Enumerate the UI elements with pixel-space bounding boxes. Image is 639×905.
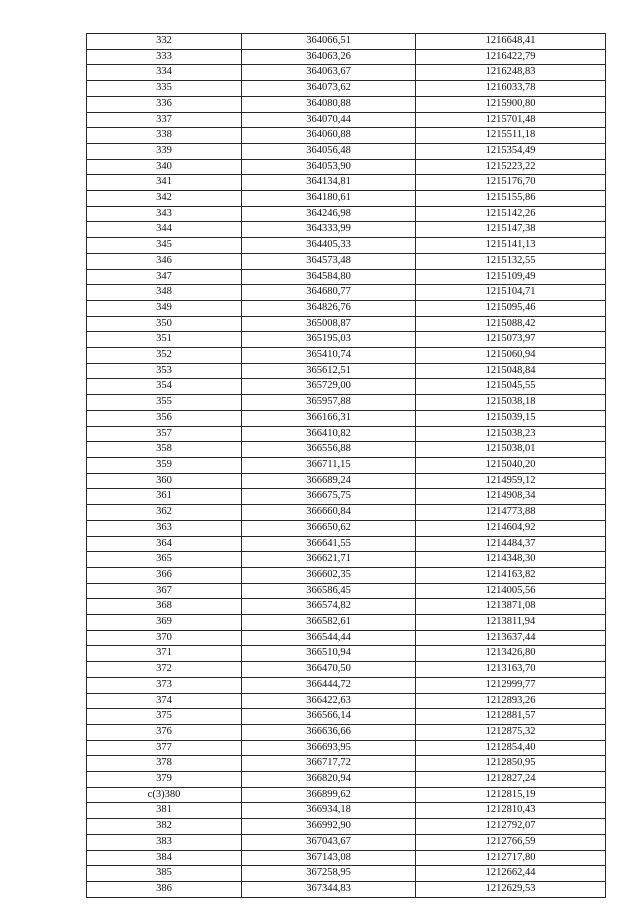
point-number-cell: 338 — [87, 128, 242, 144]
x-coordinate-cell: 366636,66 — [242, 724, 416, 740]
table-row — [87, 803, 606, 819]
table-row — [87, 285, 606, 301]
y-coordinate-cell: 1215109,49 — [416, 269, 606, 285]
table-row — [87, 772, 606, 788]
y-coordinate-cell: 1215147,38 — [416, 222, 606, 238]
point-number-cell: 357 — [87, 426, 242, 442]
y-coordinate-cell: 1216648,41 — [416, 34, 606, 50]
y-coordinate-cell: 1215176,70 — [416, 175, 606, 191]
point-number-cell: 355 — [87, 395, 242, 411]
x-coordinate-cell: 367258,95 — [242, 866, 416, 882]
point-number-cell: 368 — [87, 599, 242, 615]
x-coordinate-cell: 366470,50 — [242, 662, 416, 678]
table-row — [87, 143, 606, 159]
x-coordinate-cell: 365729,00 — [242, 379, 416, 395]
table-row — [87, 206, 606, 222]
table-row — [87, 222, 606, 238]
point-number-cell: 333 — [87, 49, 242, 65]
point-number-cell: 353 — [87, 363, 242, 379]
x-coordinate-cell: 364053,90 — [242, 159, 416, 175]
y-coordinate-cell: 1212815,19 — [416, 787, 606, 803]
point-number-cell: 369 — [87, 615, 242, 631]
x-coordinate-cell: 364405,33 — [242, 238, 416, 254]
x-coordinate-cell: 366544,44 — [242, 630, 416, 646]
y-coordinate-cell: 1212827,24 — [416, 772, 606, 788]
table-row — [87, 505, 606, 521]
y-coordinate-cell: 1213426,80 — [416, 646, 606, 662]
table-row — [87, 49, 606, 65]
point-number-cell: 363 — [87, 520, 242, 536]
y-coordinate-cell: 1214959,12 — [416, 473, 606, 489]
point-number-cell: 339 — [87, 143, 242, 159]
point-number-cell: 360 — [87, 473, 242, 489]
table-row — [87, 426, 606, 442]
y-coordinate-cell: 1212629,53 — [416, 881, 606, 897]
y-coordinate-cell: 1215040,20 — [416, 457, 606, 473]
x-coordinate-cell: 366711,15 — [242, 457, 416, 473]
point-number-cell: 349 — [87, 300, 242, 316]
table-row — [87, 363, 606, 379]
point-number-cell: 378 — [87, 756, 242, 772]
y-coordinate-cell: 1215088,42 — [416, 316, 606, 332]
x-coordinate-cell: 366717,72 — [242, 756, 416, 772]
point-number-cell: 382 — [87, 819, 242, 835]
y-coordinate-cell: 1215038,18 — [416, 395, 606, 411]
x-coordinate-cell: 366422,63 — [242, 693, 416, 709]
y-coordinate-cell: 1215045,55 — [416, 379, 606, 395]
coordinates-table-body — [87, 34, 606, 898]
point-number-cell: 370 — [87, 630, 242, 646]
point-number-cell: 332 — [87, 34, 242, 50]
x-coordinate-cell: 367143,08 — [242, 850, 416, 866]
x-coordinate-cell: 366586,45 — [242, 583, 416, 599]
y-coordinate-cell: 1212717,80 — [416, 850, 606, 866]
table-row — [87, 567, 606, 583]
x-coordinate-cell: 364180,61 — [242, 191, 416, 207]
x-coordinate-cell: 366689,24 — [242, 473, 416, 489]
y-coordinate-cell: 1215038,01 — [416, 442, 606, 458]
table-row — [87, 850, 606, 866]
y-coordinate-cell: 1216422,79 — [416, 49, 606, 65]
y-coordinate-cell: 1213163,70 — [416, 662, 606, 678]
point-number-cell: 358 — [87, 442, 242, 458]
x-coordinate-cell: 364063,26 — [242, 49, 416, 65]
y-coordinate-cell: 1214484,37 — [416, 536, 606, 552]
table-row — [87, 316, 606, 332]
y-coordinate-cell: 1212662,44 — [416, 866, 606, 882]
table-row — [87, 96, 606, 112]
x-coordinate-cell: 364080,88 — [242, 96, 416, 112]
table-row — [87, 253, 606, 269]
table-row — [87, 709, 606, 725]
y-coordinate-cell: 1213871,08 — [416, 599, 606, 615]
x-coordinate-cell: 364134,81 — [242, 175, 416, 191]
table-row — [87, 442, 606, 458]
table-row — [87, 819, 606, 835]
point-number-cell: 351 — [87, 332, 242, 348]
table-row — [87, 740, 606, 756]
x-coordinate-cell: 365957,88 — [242, 395, 416, 411]
y-coordinate-cell: 1212881,57 — [416, 709, 606, 725]
x-coordinate-cell: 366566,14 — [242, 709, 416, 725]
point-number-cell: 383 — [87, 834, 242, 850]
x-coordinate-cell: 366444,72 — [242, 677, 416, 693]
y-coordinate-cell: 1212999,77 — [416, 677, 606, 693]
x-coordinate-cell: 364584,80 — [242, 269, 416, 285]
table-row — [87, 65, 606, 81]
y-coordinate-cell: 1216033,78 — [416, 81, 606, 97]
point-number-cell: 366 — [87, 567, 242, 583]
point-number-cell: 386 — [87, 881, 242, 897]
table-row — [87, 599, 606, 615]
table-row — [87, 473, 606, 489]
point-number-cell: 385 — [87, 866, 242, 882]
table-row — [87, 175, 606, 191]
point-number-cell: 377 — [87, 740, 242, 756]
table-row — [87, 457, 606, 473]
x-coordinate-cell: 364246,98 — [242, 206, 416, 222]
y-coordinate-cell: 1215095,46 — [416, 300, 606, 316]
y-coordinate-cell: 1214005,56 — [416, 583, 606, 599]
x-coordinate-cell: 366675,75 — [242, 489, 416, 505]
table-row — [87, 724, 606, 740]
point-number-cell: 345 — [87, 238, 242, 254]
x-coordinate-cell: 366992,90 — [242, 819, 416, 835]
x-coordinate-cell: 365008,87 — [242, 316, 416, 332]
x-coordinate-cell: 366556,88 — [242, 442, 416, 458]
y-coordinate-cell: 1215048,84 — [416, 363, 606, 379]
x-coordinate-cell: 364070,44 — [242, 112, 416, 128]
table-row — [87, 34, 606, 50]
table-row — [87, 238, 606, 254]
x-coordinate-cell: 366410,82 — [242, 426, 416, 442]
point-number-cell: с(3)380 — [87, 787, 242, 803]
point-number-cell: 334 — [87, 65, 242, 81]
y-coordinate-cell: 1212850,95 — [416, 756, 606, 772]
table-row — [87, 410, 606, 426]
table-row — [87, 787, 606, 803]
point-number-cell: 352 — [87, 348, 242, 364]
x-coordinate-cell: 364063,67 — [242, 65, 416, 81]
point-number-cell: 376 — [87, 724, 242, 740]
x-coordinate-cell: 365612,51 — [242, 363, 416, 379]
y-coordinate-cell: 1215039,15 — [416, 410, 606, 426]
table-row — [87, 615, 606, 631]
table-row — [87, 662, 606, 678]
point-number-cell: 365 — [87, 552, 242, 568]
table-row — [87, 693, 606, 709]
x-coordinate-cell: 364333,99 — [242, 222, 416, 238]
point-number-cell: 361 — [87, 489, 242, 505]
y-coordinate-cell: 1215132,55 — [416, 253, 606, 269]
table-row — [87, 646, 606, 662]
x-coordinate-cell: 364573,48 — [242, 253, 416, 269]
y-coordinate-cell: 1213637,44 — [416, 630, 606, 646]
point-number-cell: 362 — [87, 505, 242, 521]
x-coordinate-cell: 366934,18 — [242, 803, 416, 819]
point-number-cell: 346 — [87, 253, 242, 269]
y-coordinate-cell: 1215141,13 — [416, 238, 606, 254]
point-number-cell: 344 — [87, 222, 242, 238]
point-number-cell: 335 — [87, 81, 242, 97]
point-number-cell: 373 — [87, 677, 242, 693]
table-row — [87, 112, 606, 128]
y-coordinate-cell: 1212766,59 — [416, 834, 606, 850]
point-number-cell: 359 — [87, 457, 242, 473]
x-coordinate-cell: 364060,88 — [242, 128, 416, 144]
y-coordinate-cell: 1215142,26 — [416, 206, 606, 222]
point-number-cell: 341 — [87, 175, 242, 191]
x-coordinate-cell: 367344,83 — [242, 881, 416, 897]
table-row — [87, 128, 606, 144]
y-coordinate-cell: 1215511,18 — [416, 128, 606, 144]
y-coordinate-cell: 1212792,07 — [416, 819, 606, 835]
table-row — [87, 81, 606, 97]
y-coordinate-cell: 1215354,49 — [416, 143, 606, 159]
table-row — [87, 630, 606, 646]
point-number-cell: 381 — [87, 803, 242, 819]
x-coordinate-cell: 366693,95 — [242, 740, 416, 756]
x-coordinate-cell: 364066,51 — [242, 34, 416, 50]
table-row — [87, 756, 606, 772]
y-coordinate-cell: 1213811,94 — [416, 615, 606, 631]
point-number-cell: 374 — [87, 693, 242, 709]
point-number-cell: 343 — [87, 206, 242, 222]
y-coordinate-cell: 1215073,97 — [416, 332, 606, 348]
x-coordinate-cell: 364826,76 — [242, 300, 416, 316]
point-number-cell: 350 — [87, 316, 242, 332]
table-row — [87, 159, 606, 175]
table-row — [87, 520, 606, 536]
table-row — [87, 300, 606, 316]
x-coordinate-cell: 365195,03 — [242, 332, 416, 348]
table-row — [87, 348, 606, 364]
x-coordinate-cell: 366650,62 — [242, 520, 416, 536]
y-coordinate-cell: 1214604,92 — [416, 520, 606, 536]
point-number-cell: 384 — [87, 850, 242, 866]
point-number-cell: 336 — [87, 96, 242, 112]
table-row — [87, 191, 606, 207]
table-row — [87, 583, 606, 599]
x-coordinate-cell: 366166,31 — [242, 410, 416, 426]
y-coordinate-cell: 1215155,86 — [416, 191, 606, 207]
table-row — [87, 332, 606, 348]
table-row — [87, 552, 606, 568]
point-number-cell: 356 — [87, 410, 242, 426]
point-number-cell: 371 — [87, 646, 242, 662]
y-coordinate-cell: 1215104,71 — [416, 285, 606, 301]
x-coordinate-cell: 366574,82 — [242, 599, 416, 615]
y-coordinate-cell: 1214348,30 — [416, 552, 606, 568]
y-coordinate-cell: 1214163,82 — [416, 567, 606, 583]
y-coordinate-cell: 1212893,26 — [416, 693, 606, 709]
x-coordinate-cell: 366820,94 — [242, 772, 416, 788]
y-coordinate-cell: 1215060,94 — [416, 348, 606, 364]
x-coordinate-cell: 366510,94 — [242, 646, 416, 662]
y-coordinate-cell: 1212854,40 — [416, 740, 606, 756]
coordinates-table — [86, 33, 606, 898]
y-coordinate-cell: 1212875,32 — [416, 724, 606, 740]
y-coordinate-cell: 1215900,80 — [416, 96, 606, 112]
x-coordinate-cell: 366899,62 — [242, 787, 416, 803]
y-coordinate-cell: 1214773,88 — [416, 505, 606, 521]
point-number-cell: 342 — [87, 191, 242, 207]
y-coordinate-cell: 1214908,34 — [416, 489, 606, 505]
point-number-cell: 348 — [87, 285, 242, 301]
point-number-cell: 337 — [87, 112, 242, 128]
table-row — [87, 489, 606, 505]
point-number-cell: 340 — [87, 159, 242, 175]
x-coordinate-cell: 366621,71 — [242, 552, 416, 568]
x-coordinate-cell: 366660,84 — [242, 505, 416, 521]
point-number-cell: 379 — [87, 772, 242, 788]
y-coordinate-cell: 1212810,43 — [416, 803, 606, 819]
table-row — [87, 677, 606, 693]
y-coordinate-cell: 1215223,22 — [416, 159, 606, 175]
x-coordinate-cell: 364073,62 — [242, 81, 416, 97]
x-coordinate-cell: 366582,61 — [242, 615, 416, 631]
x-coordinate-cell: 364056,48 — [242, 143, 416, 159]
point-number-cell: 364 — [87, 536, 242, 552]
point-number-cell: 367 — [87, 583, 242, 599]
y-coordinate-cell: 1216248,83 — [416, 65, 606, 81]
x-coordinate-cell: 366641,55 — [242, 536, 416, 552]
y-coordinate-cell: 1215038,23 — [416, 426, 606, 442]
table-row — [87, 536, 606, 552]
point-number-cell: 347 — [87, 269, 242, 285]
x-coordinate-cell: 364680,77 — [242, 285, 416, 301]
table-row — [87, 834, 606, 850]
x-coordinate-cell: 367043,67 — [242, 834, 416, 850]
y-coordinate-cell: 1215701,48 — [416, 112, 606, 128]
table-row — [87, 866, 606, 882]
table-row — [87, 395, 606, 411]
x-coordinate-cell: 366602,35 — [242, 567, 416, 583]
point-number-cell: 375 — [87, 709, 242, 725]
x-coordinate-cell: 365410,74 — [242, 348, 416, 364]
point-number-cell: 354 — [87, 379, 242, 395]
table-row — [87, 881, 606, 897]
point-number-cell: 372 — [87, 662, 242, 678]
table-row — [87, 379, 606, 395]
table-row — [87, 269, 606, 285]
